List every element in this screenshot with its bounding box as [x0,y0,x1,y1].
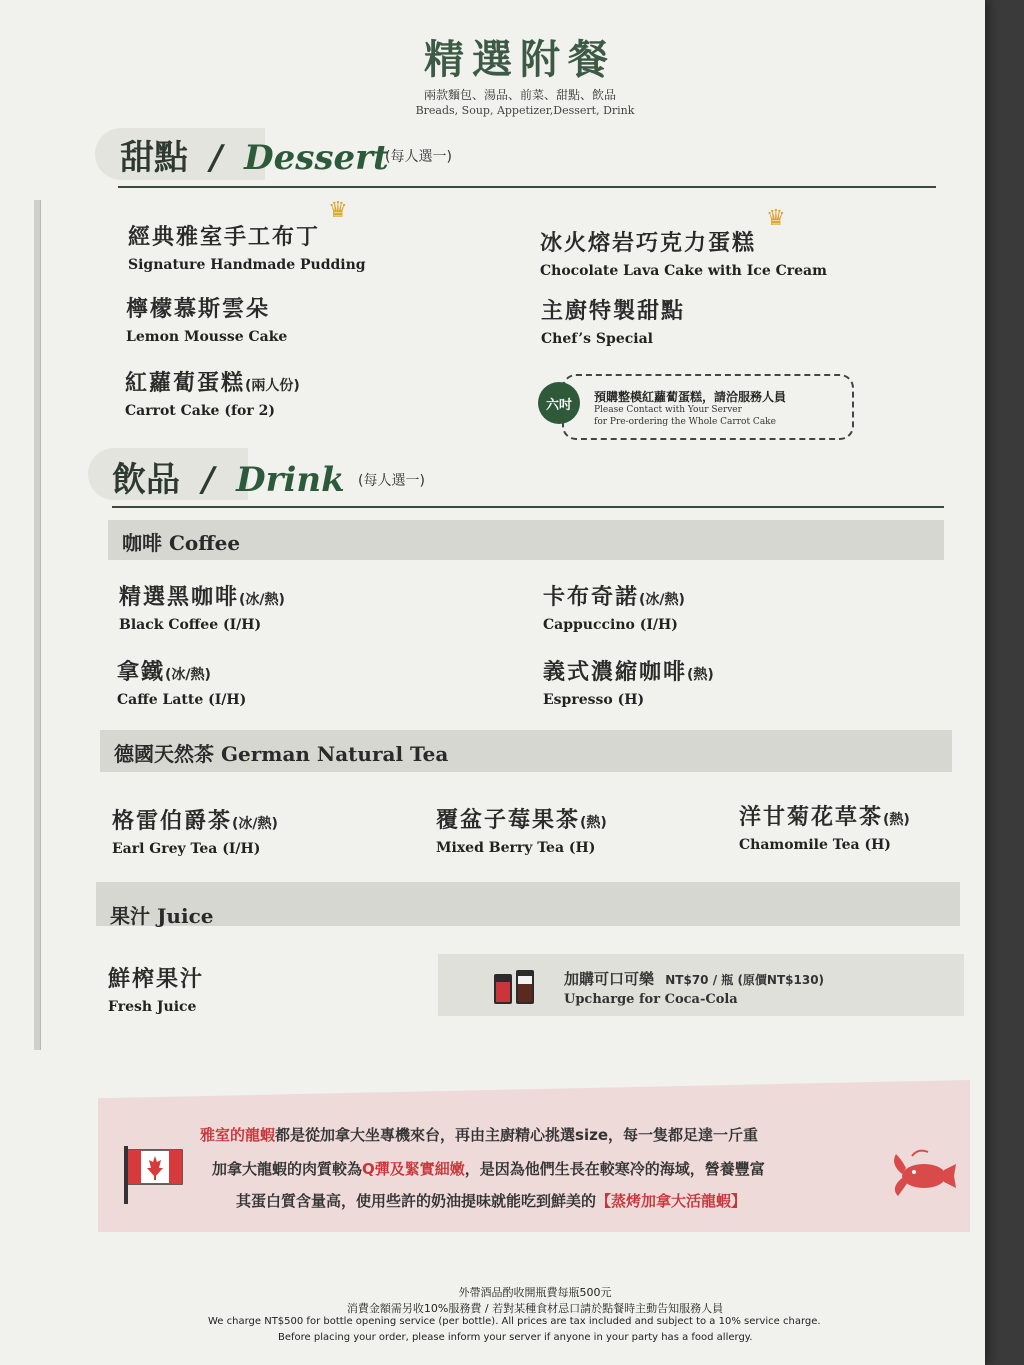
dessert-item-name-en: Carrot Cake (for 2) [125,403,275,419]
drink-item-name-cn-text: 覆盆子莓果茶 [436,808,581,833]
lobster-text-3a: 其蛋白質含量高，使用些許的奶油提味就能吃到鮮美的 [236,1192,597,1210]
drink-item-name-cn-text: 拿鐵 [117,660,166,685]
dessert-item-chef-special [541,294,685,347]
lobster-highlight-1: 雅室的龍蝦 [200,1126,276,1144]
drink-item-chamomile [739,800,910,853]
drink-item-name-cn [436,803,607,834]
crown-icon: ♛ [766,206,786,231]
drink-item-name-en: Caffe Latte (I/H) [117,692,247,708]
drink-item-temp-tag: (熱) [687,667,714,683]
drink-item-name-en: Black Coffee (I/H) [119,617,262,633]
lobster-text-1: 都是從加拿大坐專機來台，再由主廚精心挑選size，每一隻都足達一斤重 [275,1126,758,1144]
drink-item-name-en: Mixed Berry Tea (H) [436,840,596,856]
dessert-item-name-en: Signature Handmade Pudding [128,257,366,273]
lobster-highlight-2: Q彈及緊實細嫩 [362,1160,465,1178]
tea-category-label: 德國天然茶 German Natural Tea [114,742,449,766]
dessert-item-name-en: Chef’s Special [541,331,653,347]
drink-divider [112,506,944,508]
drink-item-name-cn-text: 洋甘菊花草茶 [739,805,884,830]
drink-heading [112,452,345,501]
drink-item-name-cn [117,655,246,686]
subtitle-english: Breads, Soup, Appetizer,Dessert, Drink [415,104,635,117]
preorder-note-en-2: for Pre-ordering the Whole Carrot Cake [594,417,776,427]
drink-item-temp-tag: (冰/熱) [232,816,278,832]
drink-item-temp-tag: (熱) [883,812,910,828]
drink-item-name-cn [543,655,714,686]
drink-item-name-en: Chamomile Tea (H) [739,837,891,853]
dessert-item-name-cn: 檸檬慕斯雲朵 [126,297,271,322]
drink-item-name-cn-text: 卡布奇諾 [543,585,640,610]
dessert-heading [120,130,389,179]
dessert-item-carrot-cake [125,366,300,419]
dessert-item-name-en: Chocolate Lava Cake with Ice Cream [540,263,827,279]
coke-upcharge-cn-text: 加購可口可樂 [564,970,655,988]
dessert-heading-en: Dessert [244,138,389,178]
dessert-choose-one-note: (每人選一) [385,149,452,165]
drink-item-earl-grey [112,804,278,857]
footer-english-charge-note: We charge NT$500 for bottle opening service (per bottle). All prices are tax included and subject to a 10% service charge. [208,1316,821,1327]
drink-item-mixed-berry [436,803,607,856]
drink-heading-slash: / [201,460,215,500]
drink-item-temp-tag: (熱) [580,815,607,831]
drink-item-name-en: Earl Grey Tea (I/H) [112,841,261,857]
drink-item-name-cn [119,580,285,611]
drink-item-cappuccino [543,580,685,633]
dessert-item-lemon-mousse [126,292,287,345]
lobster-text-2b: ，是因為他們生長在較寒冷的海域，營養豐富 [464,1160,765,1178]
cola-glass-icon [492,966,538,1006]
drink-item-black-coffee [119,580,285,633]
juice-category-label: 果汁 Juice [110,904,214,928]
page-binding-edge [34,200,41,1050]
preorder-note-cn: 預購整模紅蘿蔔蛋糕，請洽服務人員 [594,390,787,404]
lobster-text-line-2 [212,1158,765,1179]
drink-item-temp-tag: (冰/熱) [639,592,685,608]
dessert-item-name-cn [125,366,300,397]
coffee-category-label: 咖啡 Coffee [122,531,241,555]
drink-item-name-en: Espresso (H) [543,692,645,708]
drink-item-name-cn [112,804,278,835]
dessert-item-name-cn: 冰火熔岩巧克力蛋糕 [540,231,757,256]
subtitle-chinese: 兩款麵包、湯品、前菜、甜點、飲品 [423,88,616,102]
coke-upcharge-en: Upcharge for Coca-Cola [564,992,738,1007]
dessert-item-name-cn: 主廚特製甜點 [541,299,686,324]
crown-icon: ♛ [328,198,348,223]
coke-upcharge-cn [564,968,824,989]
footer-english-allergy-note: Before placing your order, please inform your server if anyone in your party has a food allergy. [278,1332,753,1343]
drink-item-name-en: Cappuccino (I/H) [543,617,678,633]
drink-heading-en: Drink [236,460,345,500]
drink-item-name-cn-text: 精選黑咖啡 [119,585,240,610]
drink-item-name-cn [543,580,685,611]
drink-item-name-en: Fresh Juice [108,999,197,1015]
canada-flag-icon [122,1144,186,1206]
drink-item-name-cn-text: 義式濃縮咖啡 [543,660,688,685]
dessert-item-name-cn: 經典雅室手工布丁 [128,225,321,250]
drink-item-name-cn [739,800,910,831]
juice-category-bar [96,882,960,926]
drink-item-name-cn-text: 格雷伯爵茶 [112,809,233,834]
preorder-note-en-1: Please Contact with Your Server [594,405,742,415]
drink-item-espresso [543,655,714,708]
drink-heading-cn: 飲品 [112,460,180,500]
six-inch-badge: 六吋 [538,382,580,424]
lobster-highlight-3: 【蒸烤加拿大活龍蝦】 [596,1192,747,1210]
dessert-heading-cn: 甜點 [120,138,188,178]
drink-choose-one-note: (每人選一) [358,473,425,489]
drink-item-temp-tag: (冰/熱) [165,667,211,683]
drink-item-caffe-latte [117,655,246,708]
coke-price: NT$70 / 瓶 (原價NT$130) [665,973,825,987]
lobster-text-2a: 加拿大龍蝦的肉質較為 [212,1160,363,1178]
dessert-item-lava-cake [540,226,827,279]
dessert-heading-slash: / [209,138,223,178]
lobster-text-line-1 [200,1124,758,1145]
dessert-item-name-en: Lemon Mousse Cake [126,329,288,345]
drink-item-name-cn: 鮮榨果汁 [108,967,205,992]
dessert-item-pudding [128,220,366,273]
drink-item-temp-tag: (冰/熱) [239,592,285,608]
footer-corkage-note: 外帶酒品酌收開瓶費每瓶500元 [458,1286,612,1299]
drink-item-fresh-juice [108,962,204,1015]
dessert-item-portion-tag: (兩人份) [245,378,300,394]
lobster-text-line-3 [236,1190,746,1211]
dessert-item-name-cn-text: 紅蘿蔔蛋糕 [125,371,246,396]
page-title: 精選附餐 [424,36,616,83]
lobster-icon [888,1146,958,1198]
footer-service-charge-note: 消費金額需另收10%服務費 / 若對某種食材忌口請於點餐時主動告知服務人員 [346,1302,724,1315]
dessert-divider [118,186,936,188]
